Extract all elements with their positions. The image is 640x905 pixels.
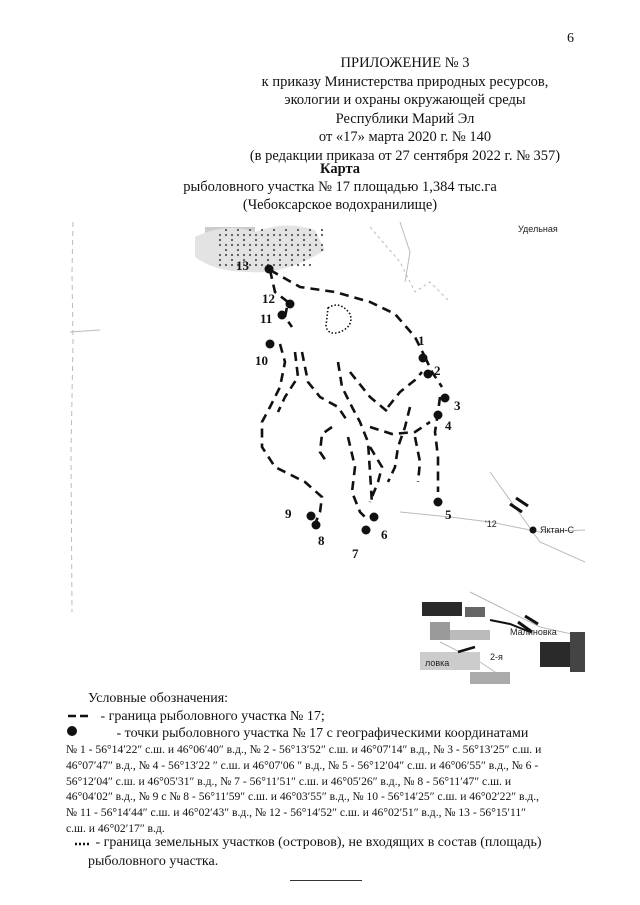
appendix-line-2: экологии и охраны окружающей среды bbox=[284, 92, 526, 109]
point-3-label: 3 bbox=[454, 398, 461, 413]
appendix-line-3: Республики Марий Эл bbox=[335, 110, 475, 127]
point-9-label: 9 bbox=[285, 506, 292, 521]
dotted-line-symbol bbox=[74, 838, 92, 846]
legend bbox=[67, 690, 587, 743]
island-boundary bbox=[326, 305, 351, 333]
point-2-marker bbox=[424, 370, 433, 379]
point-10-label: 10 bbox=[255, 353, 268, 368]
map-title-heading: Карта bbox=[320, 161, 360, 177]
appendix-header bbox=[230, 54, 580, 166]
legend-points-row bbox=[67, 725, 587, 743]
point-6-marker bbox=[370, 513, 379, 522]
map-label-udelnaya: Удельная bbox=[518, 224, 558, 234]
appendix-line-5: (в редакции приказа от 27 сентября 2022 г. № 357) bbox=[249, 147, 561, 164]
page-number: 6 bbox=[567, 31, 574, 46]
point-13-marker bbox=[265, 265, 274, 274]
point-12-label: 12 bbox=[262, 291, 275, 306]
footer-rule bbox=[290, 880, 362, 881]
village-marker bbox=[530, 527, 537, 534]
coordinates-line-6: с.ш. и 46°02′17″ в.д. bbox=[66, 821, 165, 835]
point-symbol bbox=[67, 725, 97, 737]
point-4-marker bbox=[434, 411, 443, 420]
point-8-marker bbox=[312, 521, 321, 530]
legend-islands-text: - граница земельных участков (островов), не входящих в состав (площадь) bbox=[95, 835, 542, 850]
coordinates-list bbox=[66, 742, 586, 837]
legend-islands bbox=[74, 834, 594, 871]
legend-points-text: - точки рыболовного участка № 17 с географическими координатами bbox=[116, 726, 529, 741]
legend-boundary-row bbox=[67, 708, 587, 726]
appendix-title: ПРИЛОЖЕНИЕ № 3 bbox=[340, 55, 470, 71]
settlement-blocks bbox=[420, 602, 585, 684]
appendix-line-1: к приказу Министерства природных ресурсов, bbox=[261, 73, 549, 90]
point-12-marker bbox=[286, 300, 295, 309]
legend-islands-text-2: рыболовного участка. bbox=[88, 853, 219, 869]
point-5-label: 5 bbox=[445, 507, 452, 522]
map-title-area: рыболовного участка № 17 площадью 1,384 тыс.га bbox=[183, 179, 497, 195]
map-label-yaktan: Яктан-С bbox=[540, 525, 575, 535]
point-7-label: 7 bbox=[352, 546, 359, 561]
point-9-marker bbox=[307, 512, 316, 521]
fishing-area-map bbox=[70, 212, 585, 690]
map-label-malinovka: Малиновка bbox=[510, 627, 557, 637]
coordinates-line-3: 56°12′04″ с.ш. и 46°05′31″ в.д., № 7 - 56°11′51″ с.ш. и 46°05′26″ в.д., № 8 - 56°11′47″ с.ш. и bbox=[66, 774, 512, 788]
point-1-label: 1 bbox=[418, 333, 425, 348]
point-2-label: 2 bbox=[434, 363, 441, 378]
coordinates-line-1: № 1 - 56°14′22″ с.ш. и 46°06′40″ в.д., № 2 - 56°13′52″ с.ш. и 46°07′14″ в.д., № 3 - 56°13′25″ с.ш. и bbox=[66, 743, 542, 756]
legend-boundary-text: - граница рыболовного участка № 17; bbox=[100, 708, 325, 724]
vegetation-area bbox=[195, 225, 325, 272]
coordinates-line-5: № 11 - 56°14′44″ с.ш. и 46°02′43″ в.д., № 12 - 56°14′52″ с.ш. и 46°02′51″ в.д., № 13 - 56°15′11″ bbox=[66, 806, 526, 820]
map-label-bottom-mid: 2-я bbox=[490, 652, 503, 662]
coordinates-line-4: 46°04′02″ в.д., № 9 с № 8 - 56°11′59″ с.ш. и 46°03′55″ в.д., № 10 - 56°14′25″ с.ш. и 46°02′22″ в.д., bbox=[66, 790, 540, 804]
road-marks bbox=[510, 498, 538, 632]
point-11-label: 11 bbox=[260, 311, 273, 326]
point-8-label: 8 bbox=[318, 533, 325, 548]
map-title bbox=[90, 160, 590, 214]
map-label-bottom-left: ловка bbox=[425, 658, 450, 668]
point-10-marker bbox=[266, 340, 275, 349]
point-11-marker bbox=[278, 311, 287, 320]
appendix-line-4: от «17» марта 2020 г. № 140 bbox=[318, 129, 492, 146]
map-title-reservoir: (Чебоксарское водохранилище) bbox=[242, 197, 438, 213]
point-3-marker bbox=[441, 394, 450, 403]
point-4-label: 4 bbox=[445, 418, 452, 433]
point-6-label: 6 bbox=[381, 527, 388, 542]
map-label-road: '12 bbox=[485, 519, 497, 529]
point-13-label: 13 bbox=[236, 258, 249, 273]
legend-islands-row bbox=[74, 834, 594, 853]
dashed-line-symbol bbox=[67, 710, 97, 720]
point-7-marker bbox=[362, 526, 371, 535]
coordinates-line-2: 46°07′47″ в.д., № 4 - 56°13′22 ″ с.ш. и 46°07′06 ″ в.д., № 5 - 56°12′04″ с.ш. и 46°06′55″ в.д., № 6 - bbox=[66, 758, 539, 772]
point-1-marker bbox=[419, 354, 428, 363]
point-5-marker bbox=[434, 498, 443, 507]
legend-heading: Условные обозначения: bbox=[88, 691, 229, 706]
